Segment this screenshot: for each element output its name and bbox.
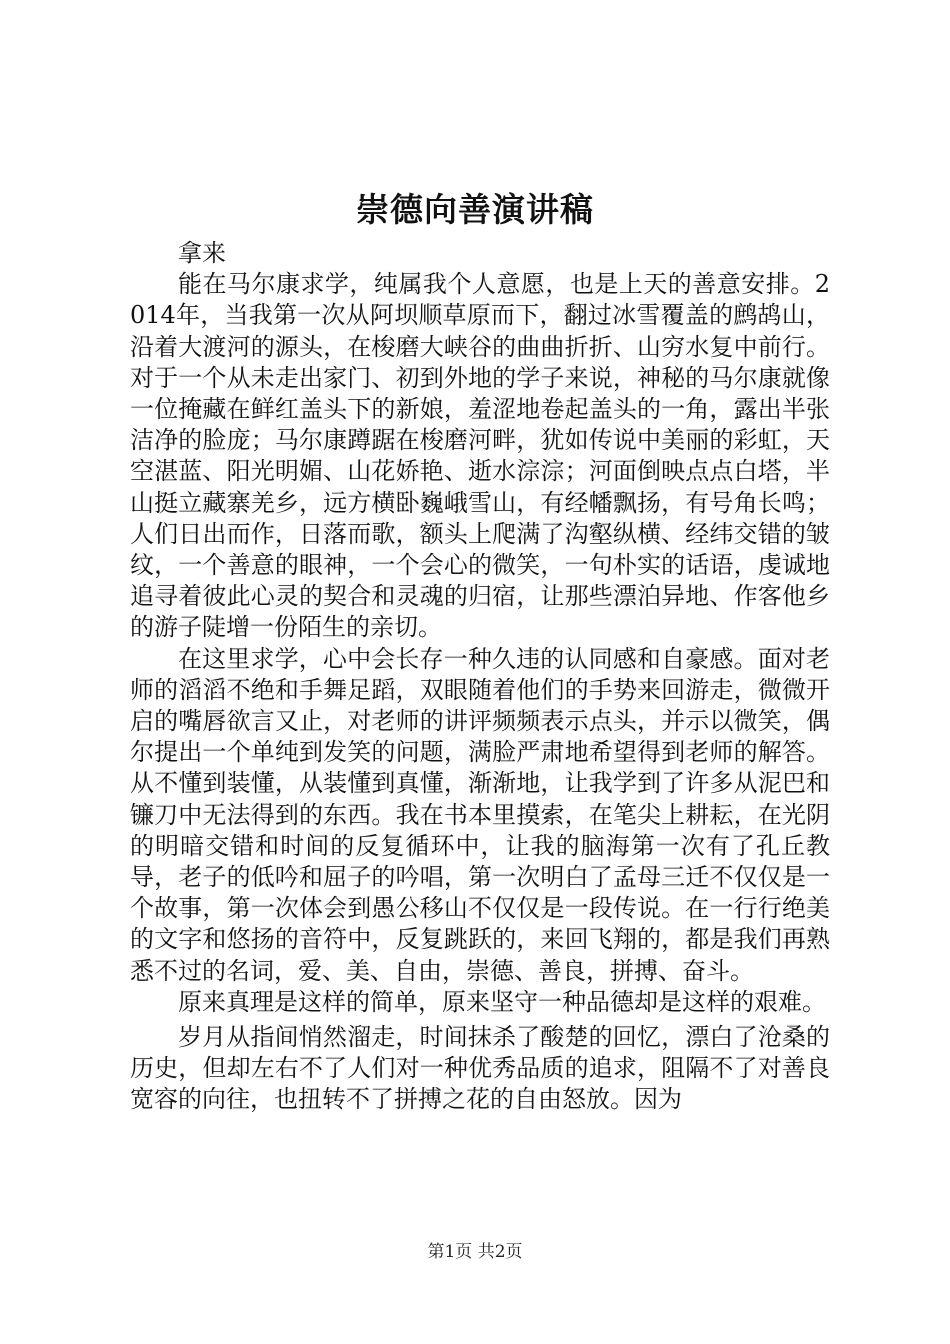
paragraph-salutation: 拿来: [178, 239, 226, 267]
document-body: [130, 238, 830, 1116]
paragraph-4: 岁月从指间悄然溜走，时间抹杀了酸楚的回忆，漂白了沧桑的历史，但却左右不了人们对一种优秀品质的追求，阻隔不了对善良宽容的向往，也扭转不了拼搏之花的自由怒放。因为: [130, 1023, 830, 1114]
document-title: 崇德向善演讲稿: [356, 190, 594, 229]
paragraph-3: 原来真理是这样的简单，原来坚守一种品德却是这样的艰难。: [178, 987, 826, 1016]
paragraph-1: 能在马尔康求学，纯属我个人意愿，也是上天的善意安排。2014年，当我第一次从阿坝顺草原而下，翻过冰雪覆盖的鹧鸪山，沿着大渡河的源头，在梭磨大峡谷的曲曲折折、山穷水复中前行。对于一个从未走出家门、初到外地的学子来说，神秘的马尔康就像一位掩藏在鲜红盖头下的新娘，羞涩地卷起盖头的一角，露出半张洁净的脸庞；马尔康蹲踞在梭磨河畔，犹如传说中美丽的彩虹，天空湛蓝、阳光明媚、山花娇艳、逝水淙淙；河面倒映点点白塔，半山挺立藏寨羌乡，远方横卧巍峨雪山，有经幡飘扬，有号角长鸣；人们日出而作，日落而歌，额头上爬满了沟壑纵横、经纬交错的皱纹，一个善意的眼神，一个会心的微笑，一句朴实的话语，虔诚地追寻着彼此心灵的契合和灵魂的归宿，让那些漂泊异地、作客他乡的游子陡增一份陌生的亲切。: [130, 270, 830, 642]
page-footer: 第1页 共2页: [427, 1242, 523, 1262]
paragraph-2: 在这里求学，心中会长存一种久违的认同感和自豪感。面对老师的滔滔不绝和手舞足蹈，双眼随着他们的手势来回游走，微微开启的嘴唇欲言又止，对老师的讲评频频表示点头，并示以微笑，偶尔提出一个单纯到发笑的问题，满脸严肃地希望得到老师的解答。从不懂到装懂，从装懂到真懂，渐渐地，让我学到了许多从泥巴和镰刀中无法得到的东西。我在书本里摸索，在笔尖上耕耘，在光阴的明暗交错和时间的反复循环中，让我的脑海第一次有了孔丘教导，老子的低吟和屈子的吟唱，第一次明白了孟母三迁不仅仅是一个故事，第一次体会到愚公移山不仅仅是一段传说。在一行行绝美的文字和悠扬的音符中，反复跳跃的，来回飞翔的，都是我们再熟悉不过的名词，爱、美、自由，崇德、善良，拼搏、奋斗。: [130, 644, 830, 985]
